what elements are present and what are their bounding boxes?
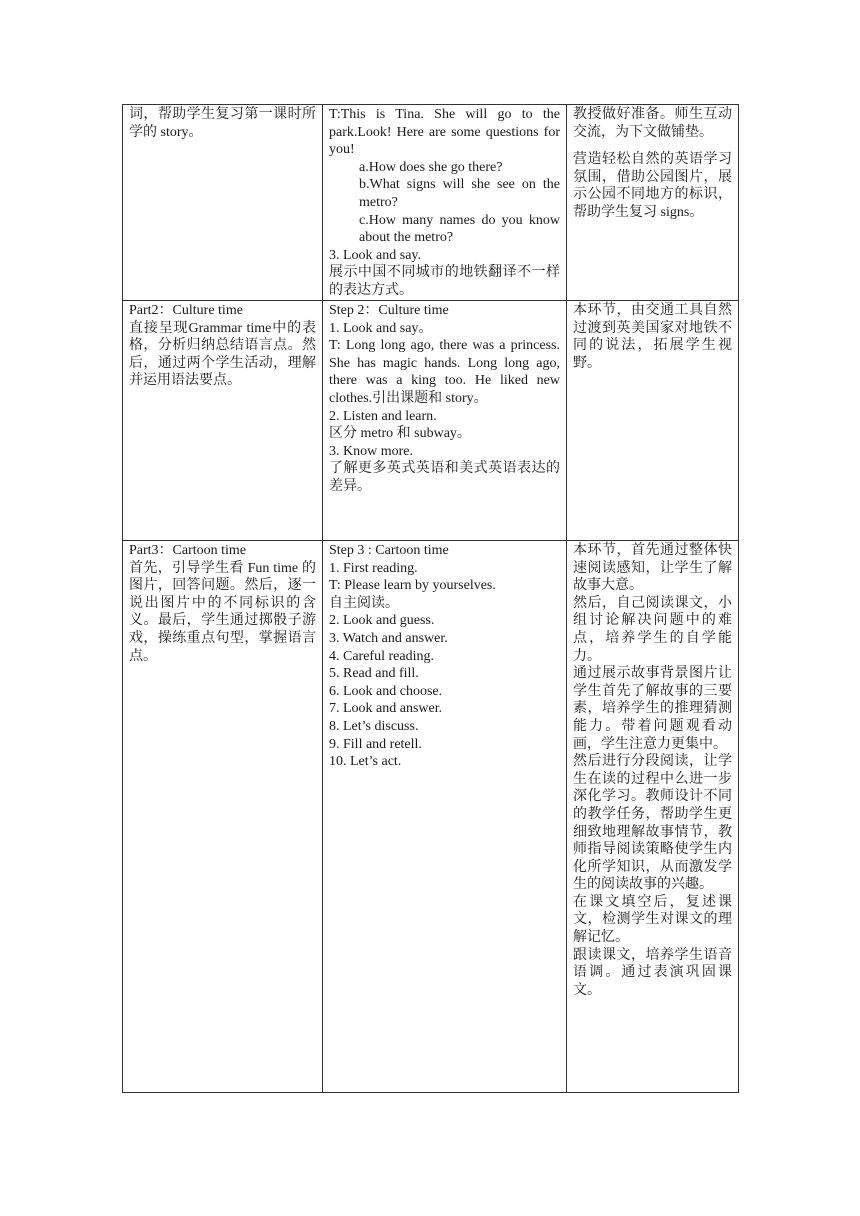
cell-text: Part3：Cartoon time — [129, 543, 247, 558]
cell-process — [323, 105, 567, 301]
cell-text: 了解更多英式英语和美式英语表达的差异。 — [329, 461, 560, 494]
cell-text: Part2：Culture time — [129, 303, 243, 318]
cell-text: 3. Look and say. — [329, 247, 422, 263]
cell-text: 区分 metro 和 subway。 — [329, 426, 471, 442]
cell-text: 首先，引导学生看 Fun time 的图片，回答问题。然后，逐一说出图片中的不同标识的含义。最后，学生通过掷骰子游戏，操练重点句型，掌握语言点。 — [129, 560, 316, 664]
lesson-plan-table — [122, 104, 739, 1093]
table-row — [123, 301, 739, 541]
table-row — [123, 105, 739, 301]
cell-text: T: Please learn by yourselves. — [329, 578, 496, 594]
cell-text: 通过展示故事背景图片让学生首先了解故事的三要素，培养学生的推理猜测能力。带着问题观看动画，学生注意力更集中。 — [573, 666, 732, 752]
cell-text: 营造轻松自然的英语学习氛围，借助公园图片，展示公园不同地方的标识，帮助学生复习 signs。 — [573, 152, 732, 220]
cell-text: 6. Look and choose. — [329, 683, 443, 699]
cell-text: 然后进行分段阅读，让学生在读的过程中么进一步深化学习。教师设计不同的教学任务，帮助学生更细致地理解故事情节，教师指导阅读策略使学生内化所学知识，从而激发学生的阅读故事的兴趣。 — [573, 754, 732, 893]
cell-process — [323, 301, 567, 541]
cell-text: 展示中国不同城市的地铁翻译不一样的表达方式。 — [329, 265, 560, 298]
cell-design — [123, 541, 323, 1093]
cell-text: 本环节，首先通过整体快速阅读感知，让学生了解故事大意。 — [573, 543, 732, 594]
cell-text: 4. Careful reading. — [329, 648, 434, 664]
table-row — [123, 541, 739, 1093]
cell-text: 7. Look and answer. — [329, 701, 443, 717]
cell-text: c.How many names do you know about the metro? — [359, 212, 560, 246]
cell-text: 教授做好准备。师生互动交流，为下文做铺垫。 — [573, 107, 732, 140]
cell-text: 1. Look and say。 — [329, 320, 433, 336]
cell-text: 本环节，由交通工具自然过渡到英美国家对地铁不同的说法，拓展学生视野。 — [573, 303, 732, 371]
cell-text: 词，帮助学生复习第一课时所学的 story。 — [129, 107, 316, 140]
cell-text: 3. Know more. — [329, 443, 413, 459]
cell-text: 然后，自己阅读课文，小组讨论解决问题中的难点，培养学生的自学能力。 — [573, 595, 732, 664]
cell-text: T: Long long ago, there was a princess. She has magic hands. Long long ago, there was a king too. He liked new clothes.引出课题和 story。 — [329, 338, 560, 406]
cell-text: 直接呈现Grammar time中的表格，分析归纳总结语言点。然后，通过两个学生活动，理解并运用语法要点。 — [129, 320, 316, 389]
cell-text: T:This is Tina. She will go to the park.Look! Here are some questions for you! — [329, 107, 560, 158]
cell-text: Step 3 : Cartoon time — [329, 543, 449, 558]
cell-text: 1. First reading. — [329, 560, 418, 576]
cell-purpose — [567, 105, 739, 301]
cell-text: Step 2：Culture time — [329, 303, 449, 318]
cell-text: 3. Watch and answer. — [329, 630, 448, 646]
cell-text: 10. Let’s act. — [329, 754, 402, 770]
cell-text: b.What signs will she see on the metro? — [359, 177, 560, 210]
cell-text: a.How does she go there? — [359, 159, 503, 175]
cell-text: 自主阅读。 — [329, 595, 399, 611]
cell-purpose — [567, 301, 739, 541]
cell-text: 8. Let’s discuss. — [329, 718, 419, 734]
cell-text: 在课文填空后，复述课文，检测学生对课文的理解记忆。 — [573, 894, 732, 946]
cell-text: 跟读课文，培养学生语音语调。通过表演巩固课文。 — [573, 947, 732, 998]
cell-process — [323, 541, 567, 1093]
cell-design — [123, 105, 323, 301]
cell-design — [123, 301, 323, 541]
cell-purpose — [567, 541, 739, 1093]
cell-text: 5. Read and fill. — [329, 666, 419, 682]
cell-text: 2. Listen and learn. — [329, 408, 437, 424]
cell-text: 2. Look and guess. — [329, 613, 435, 629]
cell-text: 9. Fill and retell. — [329, 736, 422, 752]
